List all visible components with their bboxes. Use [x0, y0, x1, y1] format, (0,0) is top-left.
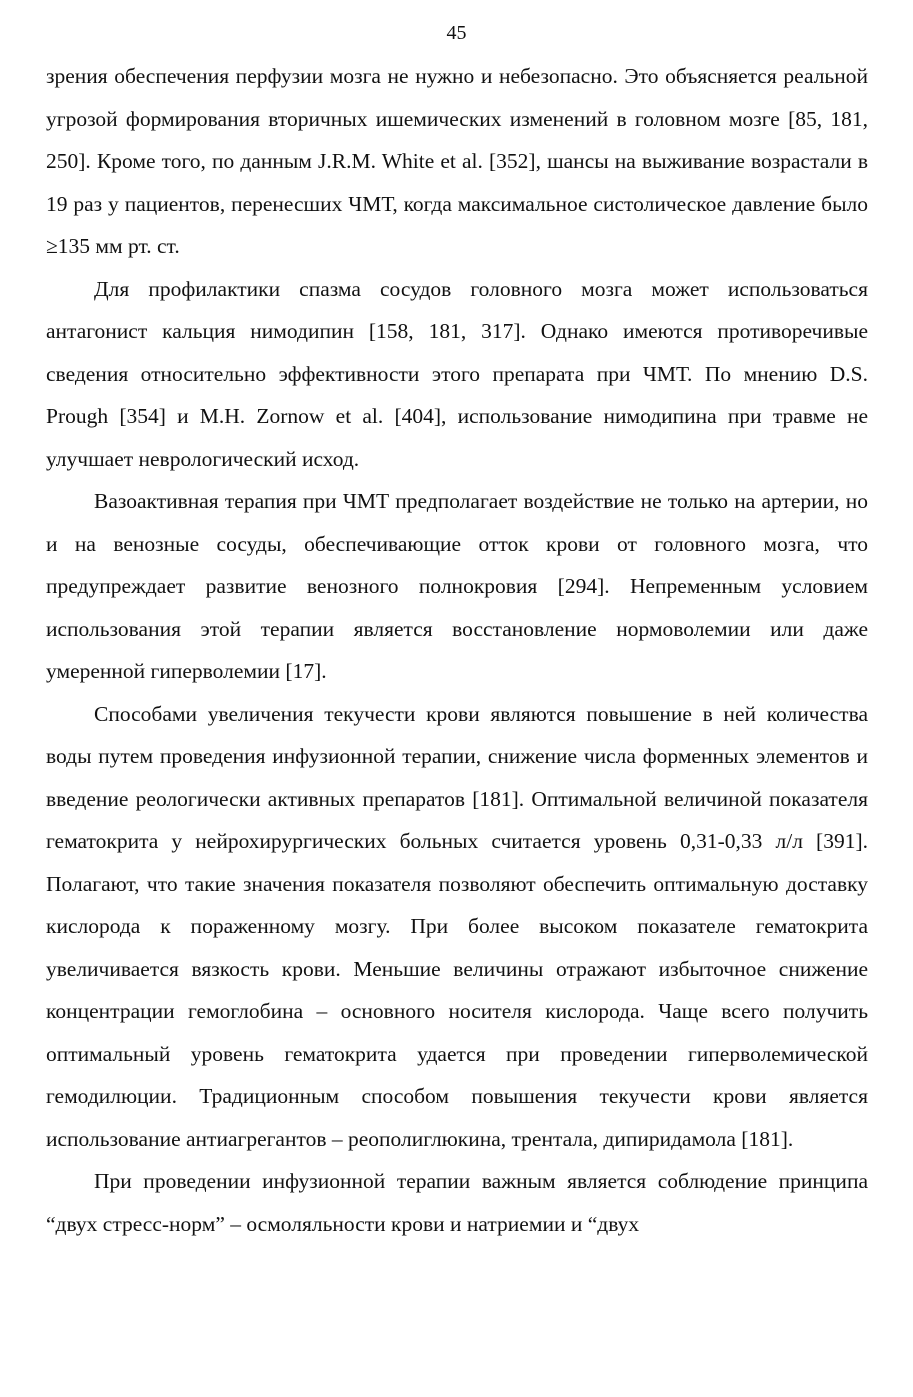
paragraph-nimodipine: Для профилактики спазма сосудов головного мозга может использоваться антагонист кальция нимодипин [158, 181, 317]. Однако имеются противоречивые сведения относительно эффективности этого препарата при ЧМТ. По мнению D.S. Prough [354] и M.H. Zornow et al. [404], использование нимодипина при травме не улучшает неврологический исход. — [46, 276, 868, 471]
paragraph-infusion-therapy: При проведении инфузионной терапии важным является соблюдение принципа “двух стресс-норм” – осмоляльности крови и натриемии и “двух — [46, 1169, 868, 1236]
paragraph-blood-fluidity: Способами увеличения текучести крови являются повышение в ней количества воды путем проведения инфузионной терапии, снижение числа форменных элементов и введение реологически активных препаратов [181]. Оптимальной величиной показателя гематокрита у нейрохирургических больных считается уровень 0,31-0,33 л/л [391]. Полагают, что такие значения показателя позволяют обеспечить оптимальную доставку кислорода к пораженному мозгу. При более высоком показателе гематокрита увеличивается вязкость крови. Меньшие величины отражают избыточное снижение концентрации гемоглобина – основного носителя кислорода. Чаще всего получить оптимальный уровень гематокрита удается при проведении гиперволемической гемодилюции. Традиционным способом повышения текучести крови является использование антиагрегантов – реополиглюкина, трентала, дипиридамола [181]. — [46, 701, 868, 1151]
page-number: 45 — [446, 22, 467, 44]
paragraph-vasoactive-therapy: Вазоактивная терапия при ЧМТ предполагает воздействие не только на артерии, но и на венозные сосуды, обеспечивающие отток крови от головного мозга, что предупреждает развитие венозного полнокровия [294]. Непременным условием использования этой терапии является восстановление нормоволемии или даже умеренной гиперволемии [17]. — [46, 489, 868, 683]
body-text — [46, 55, 868, 1245]
paragraph-continuation: зрения обеспечения перфузии мозга не нужно и небезопасно. Это объясняется реальной угрозой формирования вторичных ишемических изменений в головном мозге [85, 181, 250]. Кроме того, по данным J.R.M. White et al. [352], шансы на выживание возрастали в 19 раз у пациентов, перенесших ЧМТ, когда максимальное систолическое давление было ≥135 мм рт. ст. — [46, 64, 868, 258]
